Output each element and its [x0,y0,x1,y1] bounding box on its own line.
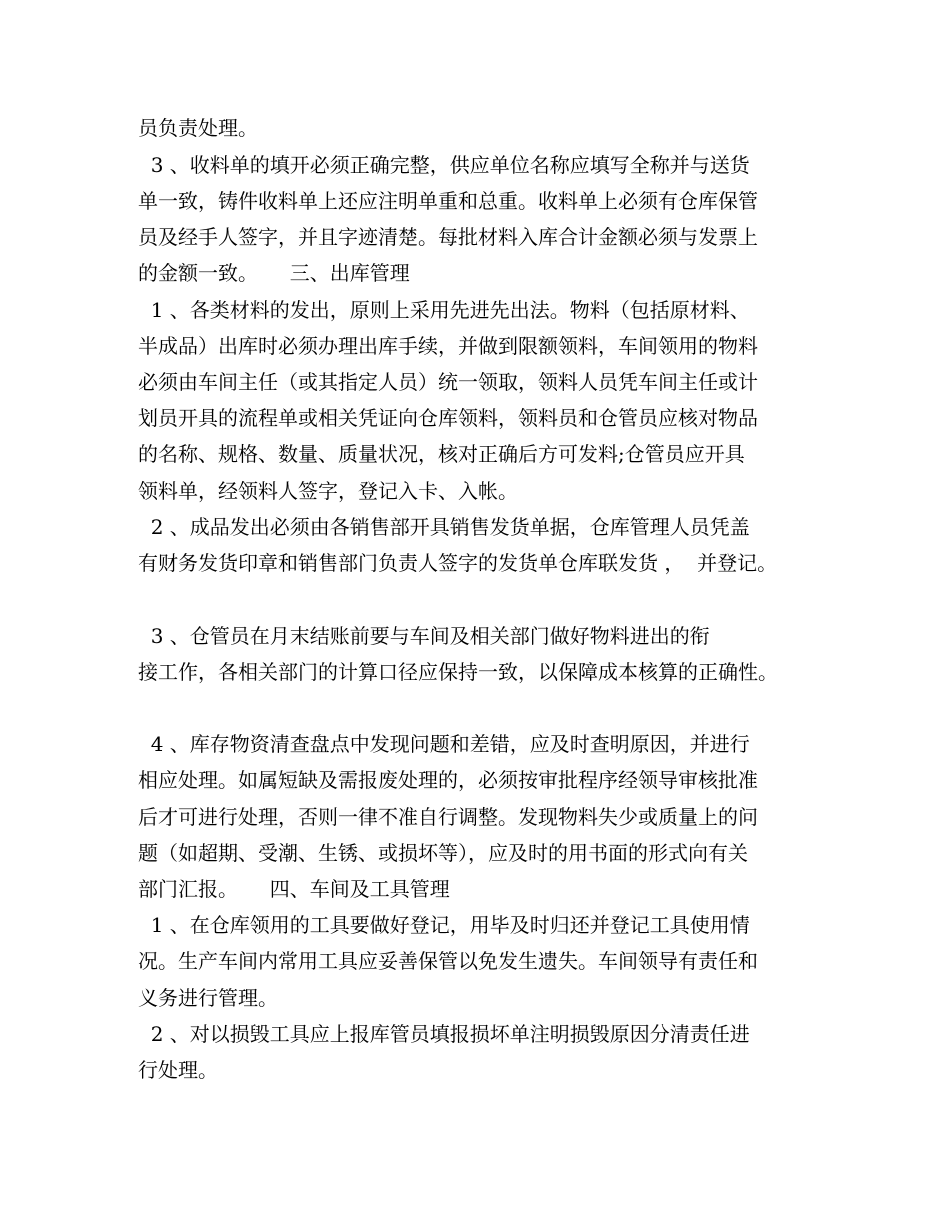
text-line: 4 、库存物资清查盘点中发现问题和差错，应及时查明原因，并进行 [138,732,750,756]
text-line: 划员开具的流程单或相关凭证向仓库领料，领料员和仓管员应核对物品 [138,406,758,430]
text-line: 的金额一致。 三、出库管理 [138,261,410,285]
text-line: 单一致，铸件收料单上还应注明单重和总重。收料单上必须有仓库保管 [138,189,758,213]
text-line: 相应处理。如属短缺及需报废处理的，必须按审批程序经领导审核批准 [138,768,758,792]
text-line: 后才可进行处理，否则一律不准自行调整。发现物料失少或质量上的问 [138,805,758,829]
text-line: 3 、仓管员在月末结账前要与车间及相关部门做好物料进出的衔 [138,624,710,648]
text-line: 行处理。 [138,1058,218,1082]
text-line: 半成品）出库时必须办理出库手续，并做到限额领料，车间领用的物料 [138,334,758,358]
text-line: 义务进行管理。 [138,986,278,1010]
text-line: 有财务发货印章和销售部门负责人签字的发货单仓库联发货 ， 并登记。 [138,551,778,575]
text-line: 2 、成品发出必须由各销售部开具销售发货单据，仓库管理人员凭盖 [138,515,750,539]
text-line: 必须由车间主任（或其指定人员）统一领取，领料人员凭车间主任或计 [138,370,758,394]
text-line: 领料单，经领料人签字，登记入卡、入帐。 [138,479,518,503]
text-line: 1 、在仓库领用的工具要做好登记，用毕及时归还并登记工具使用情 [138,913,750,937]
text-line: 2 、对以损毁工具应上报库管员填报损坏单注明损毁原因分清责任进 [138,1022,750,1046]
text-line: 3 、收料单的填开必须正确完整，供应单位名称应填写全称并与送货 [138,153,750,177]
text-line: 题（如超期、受潮、生锈、或损坏等），应及时的用书面的形式向有关 [138,841,748,865]
text-line: 部门汇报。 四、车间及工具管理 [138,877,450,901]
text-line: 接工作，各相关部门的计算口径应保持一致，以保障成本核算的正确性。 [138,660,778,684]
text-line: 况。生产车间内常用工具应妥善保管以免发生遗失。车间领导有责任和 [138,949,758,973]
text-line: 的名称、规格、数量、质量状况，核对正确后方可发料;仓管员应开具 [138,442,745,466]
text-line: 1 、各类材料的发出，原则上采用先进先出法。物料（包括原材料、 [138,298,750,322]
text-line: 员负责处理。 [138,116,258,140]
text-line: 员及经手人签字，并且字迹清楚。每批材料入库合计金额必须与发票上 [138,225,758,249]
